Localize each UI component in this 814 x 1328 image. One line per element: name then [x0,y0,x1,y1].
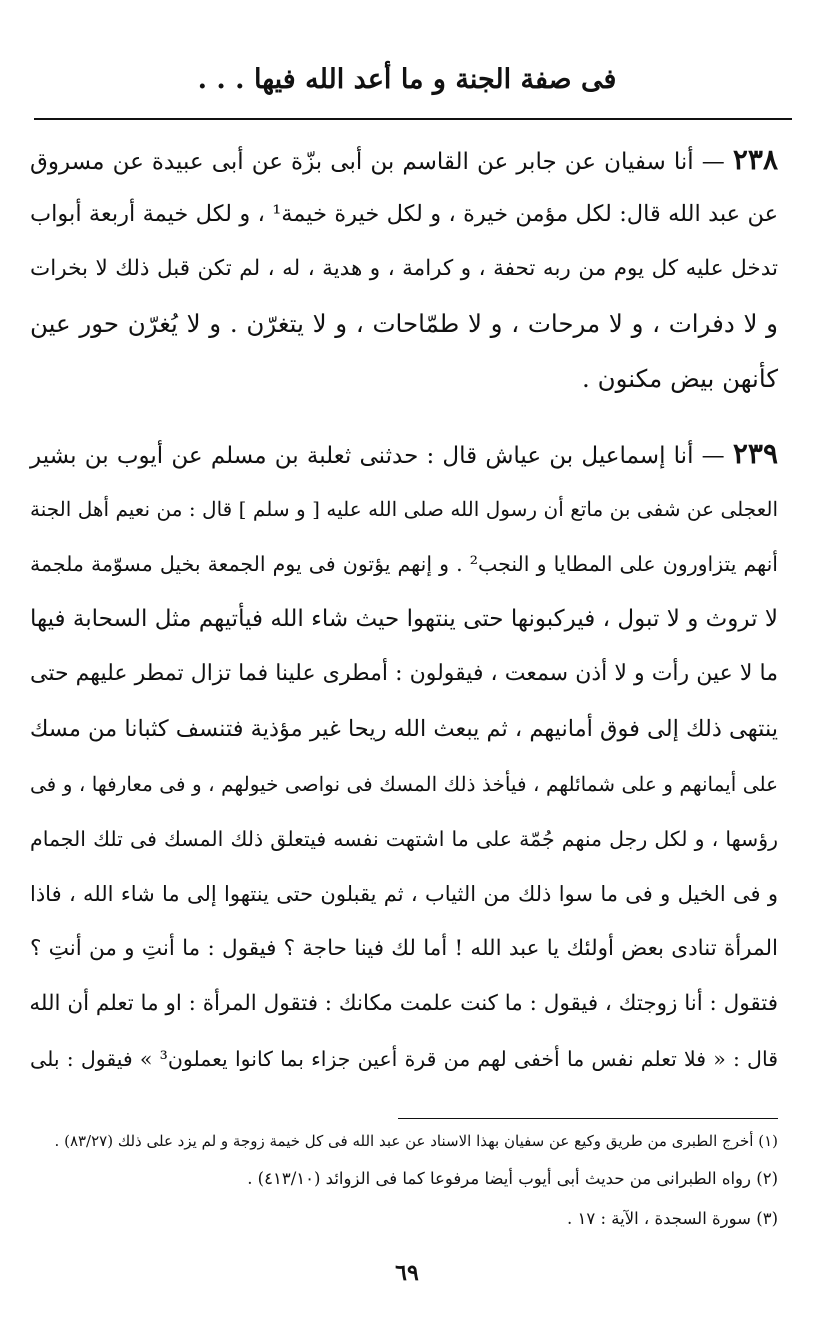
hadith-239-line-7: على أيمانهم و على شمائلهم ، فيأخذ ذلك المسك فى نواصى خيولهم ، و فى معارفها ، و فى [30,772,778,796]
footnote-rule [398,1118,778,1119]
hadith-239-line-5: ما لا عين رأت و لا أذن سمعت ، فيقولون : أمطرى علينا فما تزال تمطر عليهم حتى [30,661,778,686]
hadith-239-line-11: فتقول : أنا زوجتك ، فيقول : ما كنت علمت مكانك : فتقول المرأة : او ما تعلم أن الله [29,991,778,1016]
footnote-3: (٣) سورة السجدة ، الآية : ١٧ . [566,1209,778,1228]
hadith-238-line-2: عن عبد الله قال: لكل مؤمن خيرة ، و لكل خيرة خيمة¹ ، و لكل خيمة أربعة أبواب [30,201,778,227]
hadith-text: — أنا سفيان عن جابر عن القاسم بن أبى بزّة عن أبى عبيدة عن مسروق [30,149,725,175]
hadith-239-line-8: رؤسها ، و لكل رجل منهم جُمّة على ما اشتهت نفسه فيتعلق ذلك المسك فى تلك الجمام [30,827,778,851]
hadith-text: — أنا إسماعيل بن عياش قال : حدثنى ثعلبة بن مسلم عن أيوب بن بشير [30,443,725,469]
footnote-1: (١) أخرج الطبرى من طريق وكيع عن سفيان بهذا الاسناد عن عبد الله فى كل خيمة زوجة و لم يزد على ذلك (٨٣/٢٧) . [54,1132,778,1150]
hadith-239-line-9: و فى الخيل و فى ما سوا ذلك من الثياب ، ثم يقبلون حتى ينتهوا إلى ما شاء الله ، فاذا [30,882,778,906]
hadith-239-line-1 [30,428,778,480]
header-rule [34,118,792,120]
hadith-238-line-5: كأنهن بيض مكنون . [582,364,778,393]
hadith-239-line-12: قال : « فلا تعلم نفس ما أخفى لهم من قرة أعين جزاء بما كانوا يعملون³ » فيقول : بلى [30,1047,778,1071]
hadith-239-line-10: المرأة تنادى بعض أولئك يا عبد الله ! أما لك فينا حاجة ؟ فيقول : ما أنتِ و من أنتِ ؟ [30,936,778,961]
hadith-239-line-4: لا تروث و لا تبول ، فيركبونها حتى ينتهوا حيث شاء الله فيأتيهم مثل السحابة فيها [30,606,778,632]
page-number: ٦٩ [395,1260,419,1286]
hadith-239-line-6: ينتهى ذلك إلى فوق أمانيهم ، ثم يبعث الله ريحا غير مؤذية فتنسف كثبانا من مسك [29,716,778,742]
hadith-238-line-4: و لا دفرات ، و لا مرحات ، و لا طمّاحات ، و لا يتغرّن . و لا يُغرّن حور عين [30,309,778,338]
hadith-number: ٢٣٩ [732,437,778,470]
hadith-239-line-2: العجلى عن شفى بن ماتع أن رسول الله صلى الله عليه [ و سلم ] قال : من نعيم أهل الجنة [30,497,778,521]
running-header: فى صفة الجنة و ما أعد الله فيها . . . [197,64,617,95]
hadith-238-line-1 [30,134,778,186]
hadith-number: ٢٣٨ [732,143,779,176]
footnote-2: (٢) رواه الطبرانى من حديث أبى أيوب أيضا مرفوعا كما فى الزوائد (٤١٣/١٠) . [247,1169,778,1188]
hadith-238-line-3: تدخل عليه كل يوم من ربه تحفة ، و كرامة ، و هدية ، له ، لم تكن قبل ذلك لا بخرات [30,256,778,281]
hadith-239-line-3: أنهم يتزاورون على المطايا و النجب² . و إنهم يؤتون فى يوم الجمعة بخيل مسوّمة ملجمة [30,552,779,576]
